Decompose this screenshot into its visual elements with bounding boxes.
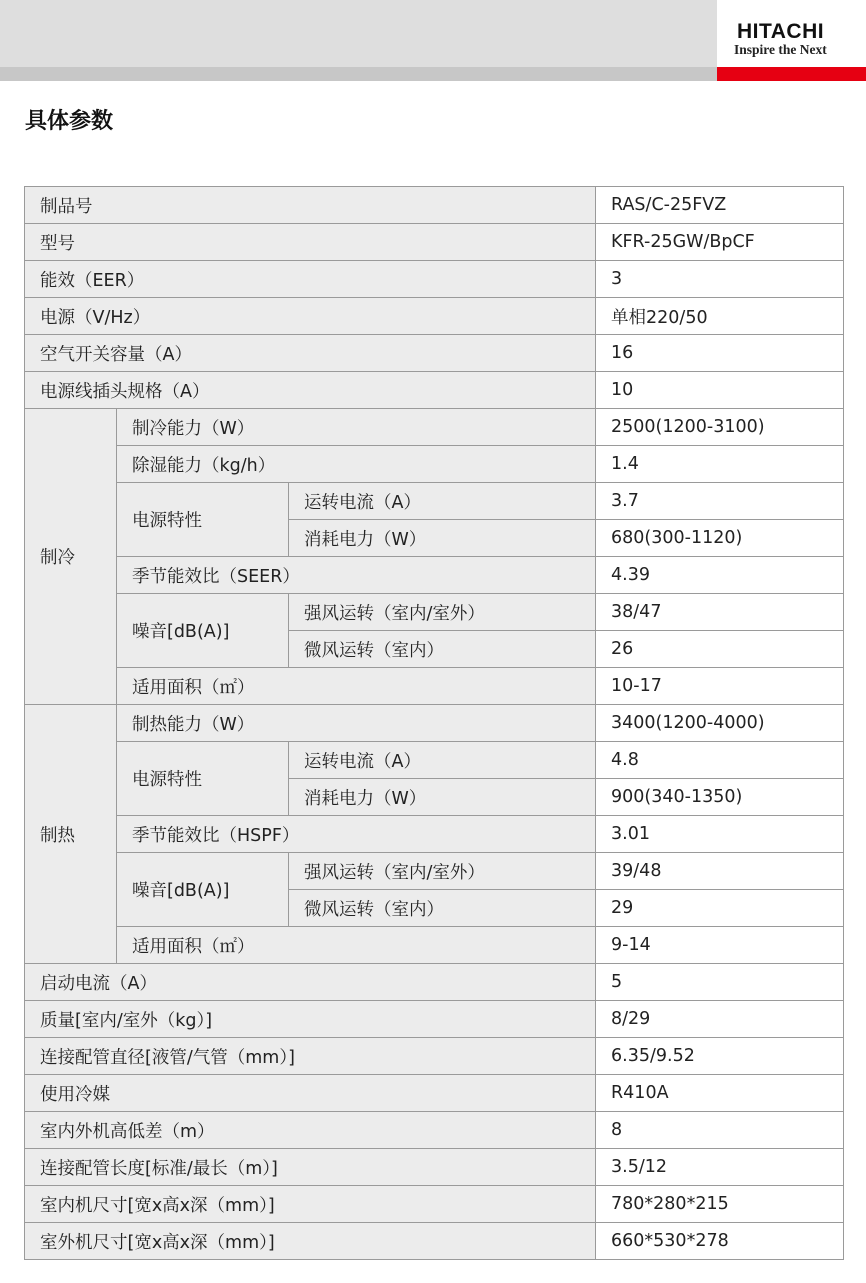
table-row (25, 1186, 844, 1223)
spec-value: 单相220/50 (596, 298, 844, 335)
spec-value: 3.5/12 (596, 1149, 844, 1186)
table-row (25, 335, 844, 372)
brand-red-bar (717, 67, 866, 81)
spec-label: 连接配管长度[标准/最长（m）] (25, 1149, 596, 1186)
table-row (25, 1223, 844, 1260)
spec-sublabel: 噪音[dB(A)] (117, 594, 289, 668)
spec-label: 启动电流（A） (25, 964, 596, 1001)
spec-sublabel: 电源特性 (117, 742, 289, 816)
spec-sublabel: 噪音[dB(A)] (117, 853, 289, 927)
spec-value: 3.01 (596, 816, 844, 853)
table-row (25, 927, 844, 964)
spec-label: 运转电流（A） (289, 483, 596, 520)
spec-label: 适用面积（㎡） (117, 668, 596, 705)
table-row (25, 668, 844, 705)
spec-label: 强风运转（室内/室外） (289, 853, 596, 890)
spec-label: 使用冷媒 (25, 1075, 596, 1112)
spec-label: 强风运转（室内/室外） (289, 594, 596, 631)
spec-label: 适用面积（㎡） (117, 927, 596, 964)
table-row (25, 705, 844, 742)
spec-value: R410A (596, 1075, 844, 1112)
spec-table (24, 186, 844, 1260)
table-row (25, 594, 844, 631)
brand-slogan: Inspire the Next (734, 42, 827, 57)
table-row (25, 372, 844, 409)
table-row (25, 1038, 844, 1075)
table-row (25, 187, 844, 224)
spec-value: 660*530*278 (596, 1223, 844, 1260)
spec-value: 1.4 (596, 446, 844, 483)
spec-label: 质量[室内/室外（kg）] (25, 1001, 596, 1038)
table-row (25, 409, 844, 446)
table-row (25, 1149, 844, 1186)
spec-sublabel: 电源特性 (117, 483, 289, 557)
spec-label: 室外机尺寸[宽x高x深（mm）] (25, 1223, 596, 1260)
spec-value: 900(340-1350) (596, 779, 844, 816)
spec-label: 微风运转（室内） (289, 890, 596, 927)
spec-label: 制冷能力（W） (117, 409, 596, 446)
spec-label: 型号 (25, 224, 596, 261)
spec-value: 29 (596, 890, 844, 927)
spec-label: 电源（V/Hz） (25, 298, 596, 335)
heating-group-label: 制热 (25, 705, 117, 964)
spec-label: 制热能力（W） (117, 705, 596, 742)
table-row (25, 1112, 844, 1149)
spec-value: 2500(1200-3100) (596, 409, 844, 446)
table-row (25, 964, 844, 1001)
spec-value: 6.35/9.52 (596, 1038, 844, 1075)
spec-value: 38/47 (596, 594, 844, 631)
spec-value: 10 (596, 372, 844, 409)
table-row (25, 557, 844, 594)
spec-label: 室内外机高低差（m） (25, 1112, 596, 1149)
table-row (25, 1075, 844, 1112)
spec-label: 季节能效比（SEER） (117, 557, 596, 594)
table-row (25, 446, 844, 483)
table-row (25, 298, 844, 335)
spec-value: 780*280*215 (596, 1186, 844, 1223)
spec-value: 680(300-1120) (596, 520, 844, 557)
cooling-group-label: 制冷 (25, 409, 117, 705)
header-divider (0, 67, 717, 81)
table-row (25, 742, 844, 779)
spec-value: 39/48 (596, 853, 844, 890)
spec-label: 制品号 (25, 187, 596, 224)
table-row (25, 224, 844, 261)
spec-value: 3 (596, 261, 844, 298)
spec-label: 连接配管直径[液管/气管（mm）] (25, 1038, 596, 1075)
spec-value: 10-17 (596, 668, 844, 705)
brand-name: HITACHI (737, 20, 825, 43)
spec-label: 消耗电力（W） (289, 520, 596, 557)
spec-label: 季节能效比（HSPF） (117, 816, 596, 853)
table-row (25, 483, 844, 520)
spec-label: 除湿能力（kg/h） (117, 446, 596, 483)
spec-label: 能效（EER） (25, 261, 596, 298)
table-row (25, 816, 844, 853)
spec-label: 运转电流（A） (289, 742, 596, 779)
spec-label: 电源线插头规格（A） (25, 372, 596, 409)
spec-value: 9-14 (596, 927, 844, 964)
spec-label: 消耗电力（W） (289, 779, 596, 816)
page-title: 具体参数 (25, 109, 114, 134)
spec-label: 空气开关容量（A） (25, 335, 596, 372)
spec-value: 3400(1200-4000) (596, 705, 844, 742)
spec-value: 26 (596, 631, 844, 668)
spec-value: 8/29 (596, 1001, 844, 1038)
spec-label: 微风运转（室内） (289, 631, 596, 668)
spec-value: RAS/C-25FVZ (596, 187, 844, 224)
spec-label: 室内机尺寸[宽x高x深（mm）] (25, 1186, 596, 1223)
table-row (25, 853, 844, 890)
spec-value: 8 (596, 1112, 844, 1149)
spec-value: 4.8 (596, 742, 844, 779)
table-row (25, 261, 844, 298)
spec-value: KFR-25GW/BpCF (596, 224, 844, 261)
spec-value: 3.7 (596, 483, 844, 520)
spec-value: 4.39 (596, 557, 844, 594)
spec-value: 16 (596, 335, 844, 372)
table-row (25, 1001, 844, 1038)
spec-value: 5 (596, 964, 844, 1001)
header-banner (0, 0, 717, 67)
